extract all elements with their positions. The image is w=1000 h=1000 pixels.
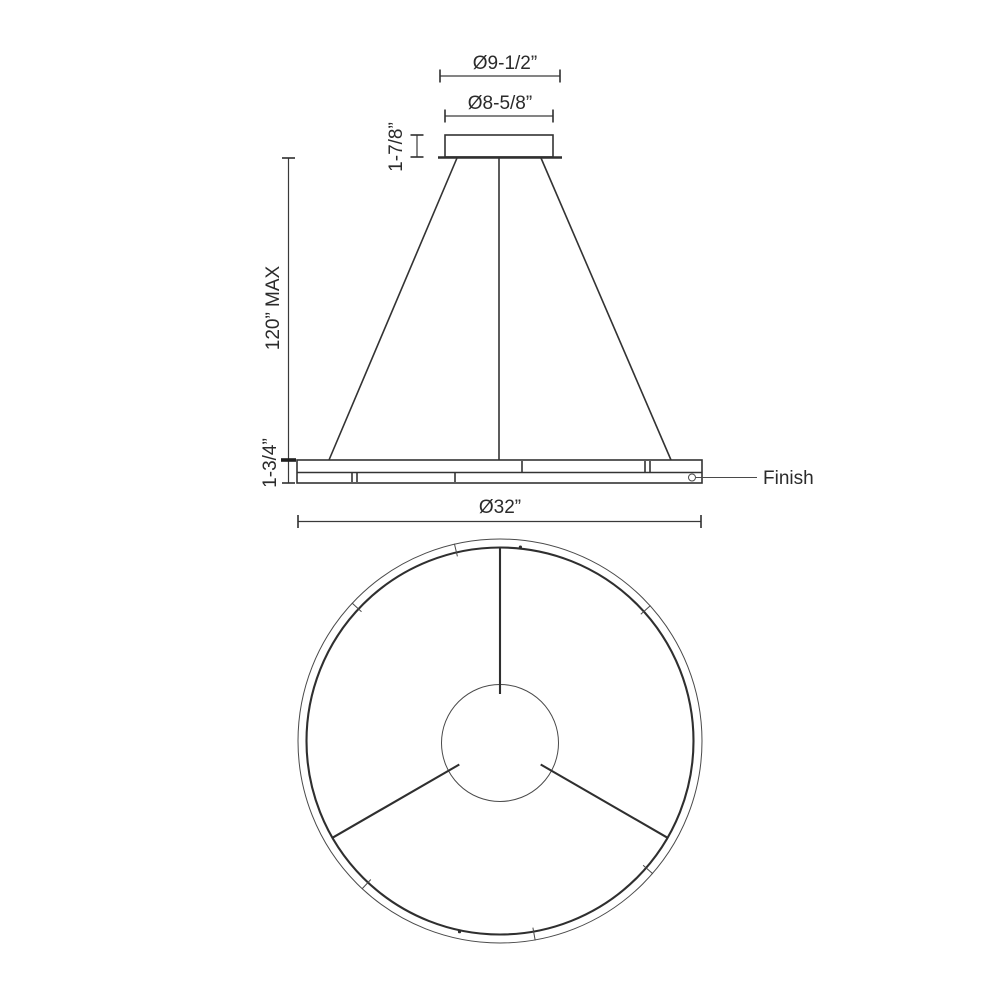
- ring-joint-tick: [533, 928, 535, 941]
- ring-joint-tick: [454, 544, 457, 557]
- canopy-height-label: 1-7/8”: [386, 122, 407, 172]
- canopy-body: [445, 135, 553, 157]
- ring-joint-dot: [519, 546, 522, 549]
- spoke-lower-left: [332, 765, 459, 838]
- canopy-projection: [442, 685, 559, 802]
- ring-diameter-label: Ø32”: [478, 497, 522, 518]
- ring-joint-dot: [458, 930, 461, 933]
- suspension-cable-left: [329, 158, 457, 460]
- plan-view: [298, 539, 702, 943]
- canopy-diameter-label: Ø8-5/8”: [467, 93, 533, 114]
- finish-label: Finish: [763, 468, 814, 489]
- suspension-max-label: 120” MAX: [263, 265, 284, 351]
- finish-indicator-dot: [689, 474, 696, 481]
- side-view: [260, 53, 814, 528]
- suspension-cable-right: [541, 158, 671, 460]
- canopy-outer-diameter-label: Ø9-1/2”: [472, 53, 538, 74]
- ring-height-label: 1-3/4”: [260, 438, 281, 488]
- spoke-lower-right: [541, 765, 668, 838]
